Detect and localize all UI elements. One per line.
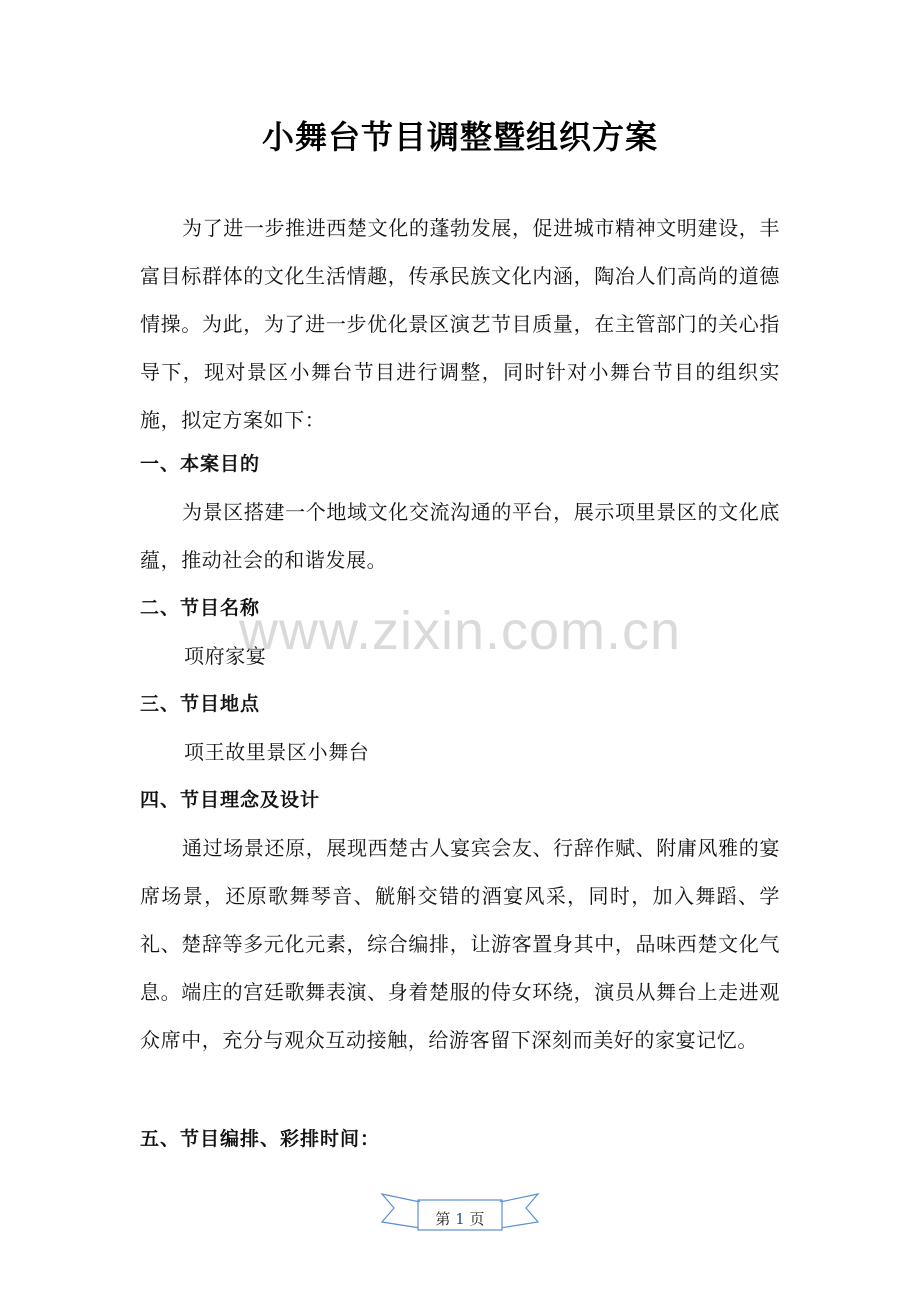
section-body-name: 项府家宴 [184,644,267,668]
section-heading-location: 三、节目地点 [140,693,261,715]
page-suffix: 页 [469,1210,485,1228]
watermark: www.zixin.com.cn [238,601,682,661]
section-heading-concept: 四、节目理念及设计 [140,789,321,811]
intro-paragraph: 为了进一步推进西楚文化的蓬勃发展，促进城市精神文明建设，丰富目标群体的文化生活情趣，传承民族文化内涵，陶冶人们高尚的道德情操。为此，为了进一步优化景区演艺节目质量，在主管部门的关心指导下，现对景区小舞台节目进行调整，同时针对小舞台节目的组织实施，拟定方案如下： [140,216,780,432]
page-number-label [380,1208,540,1229]
section-heading-schedule: 五、节目编排、彩排时间： [140,1128,381,1150]
section-heading-purpose: 一、本案目的 [140,453,261,475]
section-body-purpose: 为景区搭建一个地域文化交流沟通的平台，展示项里景区的文化底蕴，推动社会的和谐发展。 [140,500,780,572]
page-prefix: 第 [435,1210,451,1228]
page-number: 1 [455,1210,465,1228]
section-heading-name: 二、节目名称 [140,597,261,619]
section-body-concept: 通过场景还原，展现西楚古人宴宾会友、行辞作赋、附庸风雅的宴席场景，还原歌舞琴音、觥斛交错的酒宴风采，同时，加入舞蹈、学礼、楚辞等多元化元素，综合编排，让游客置身其中，品味西楚文化气息。端庄的宫廷歌舞表演、身着楚服的侍女环绕，演员从舞台上走进观众席中，充分与观众互动接触，给游客留下深刻而美好的家宴记忆。 [140,836,780,1052]
section-body-location: 项王故里景区小舞台 [184,740,370,764]
page-footer [380,1188,540,1238]
document-title: 小舞台节目调整暨组织方案 [261,118,658,156]
